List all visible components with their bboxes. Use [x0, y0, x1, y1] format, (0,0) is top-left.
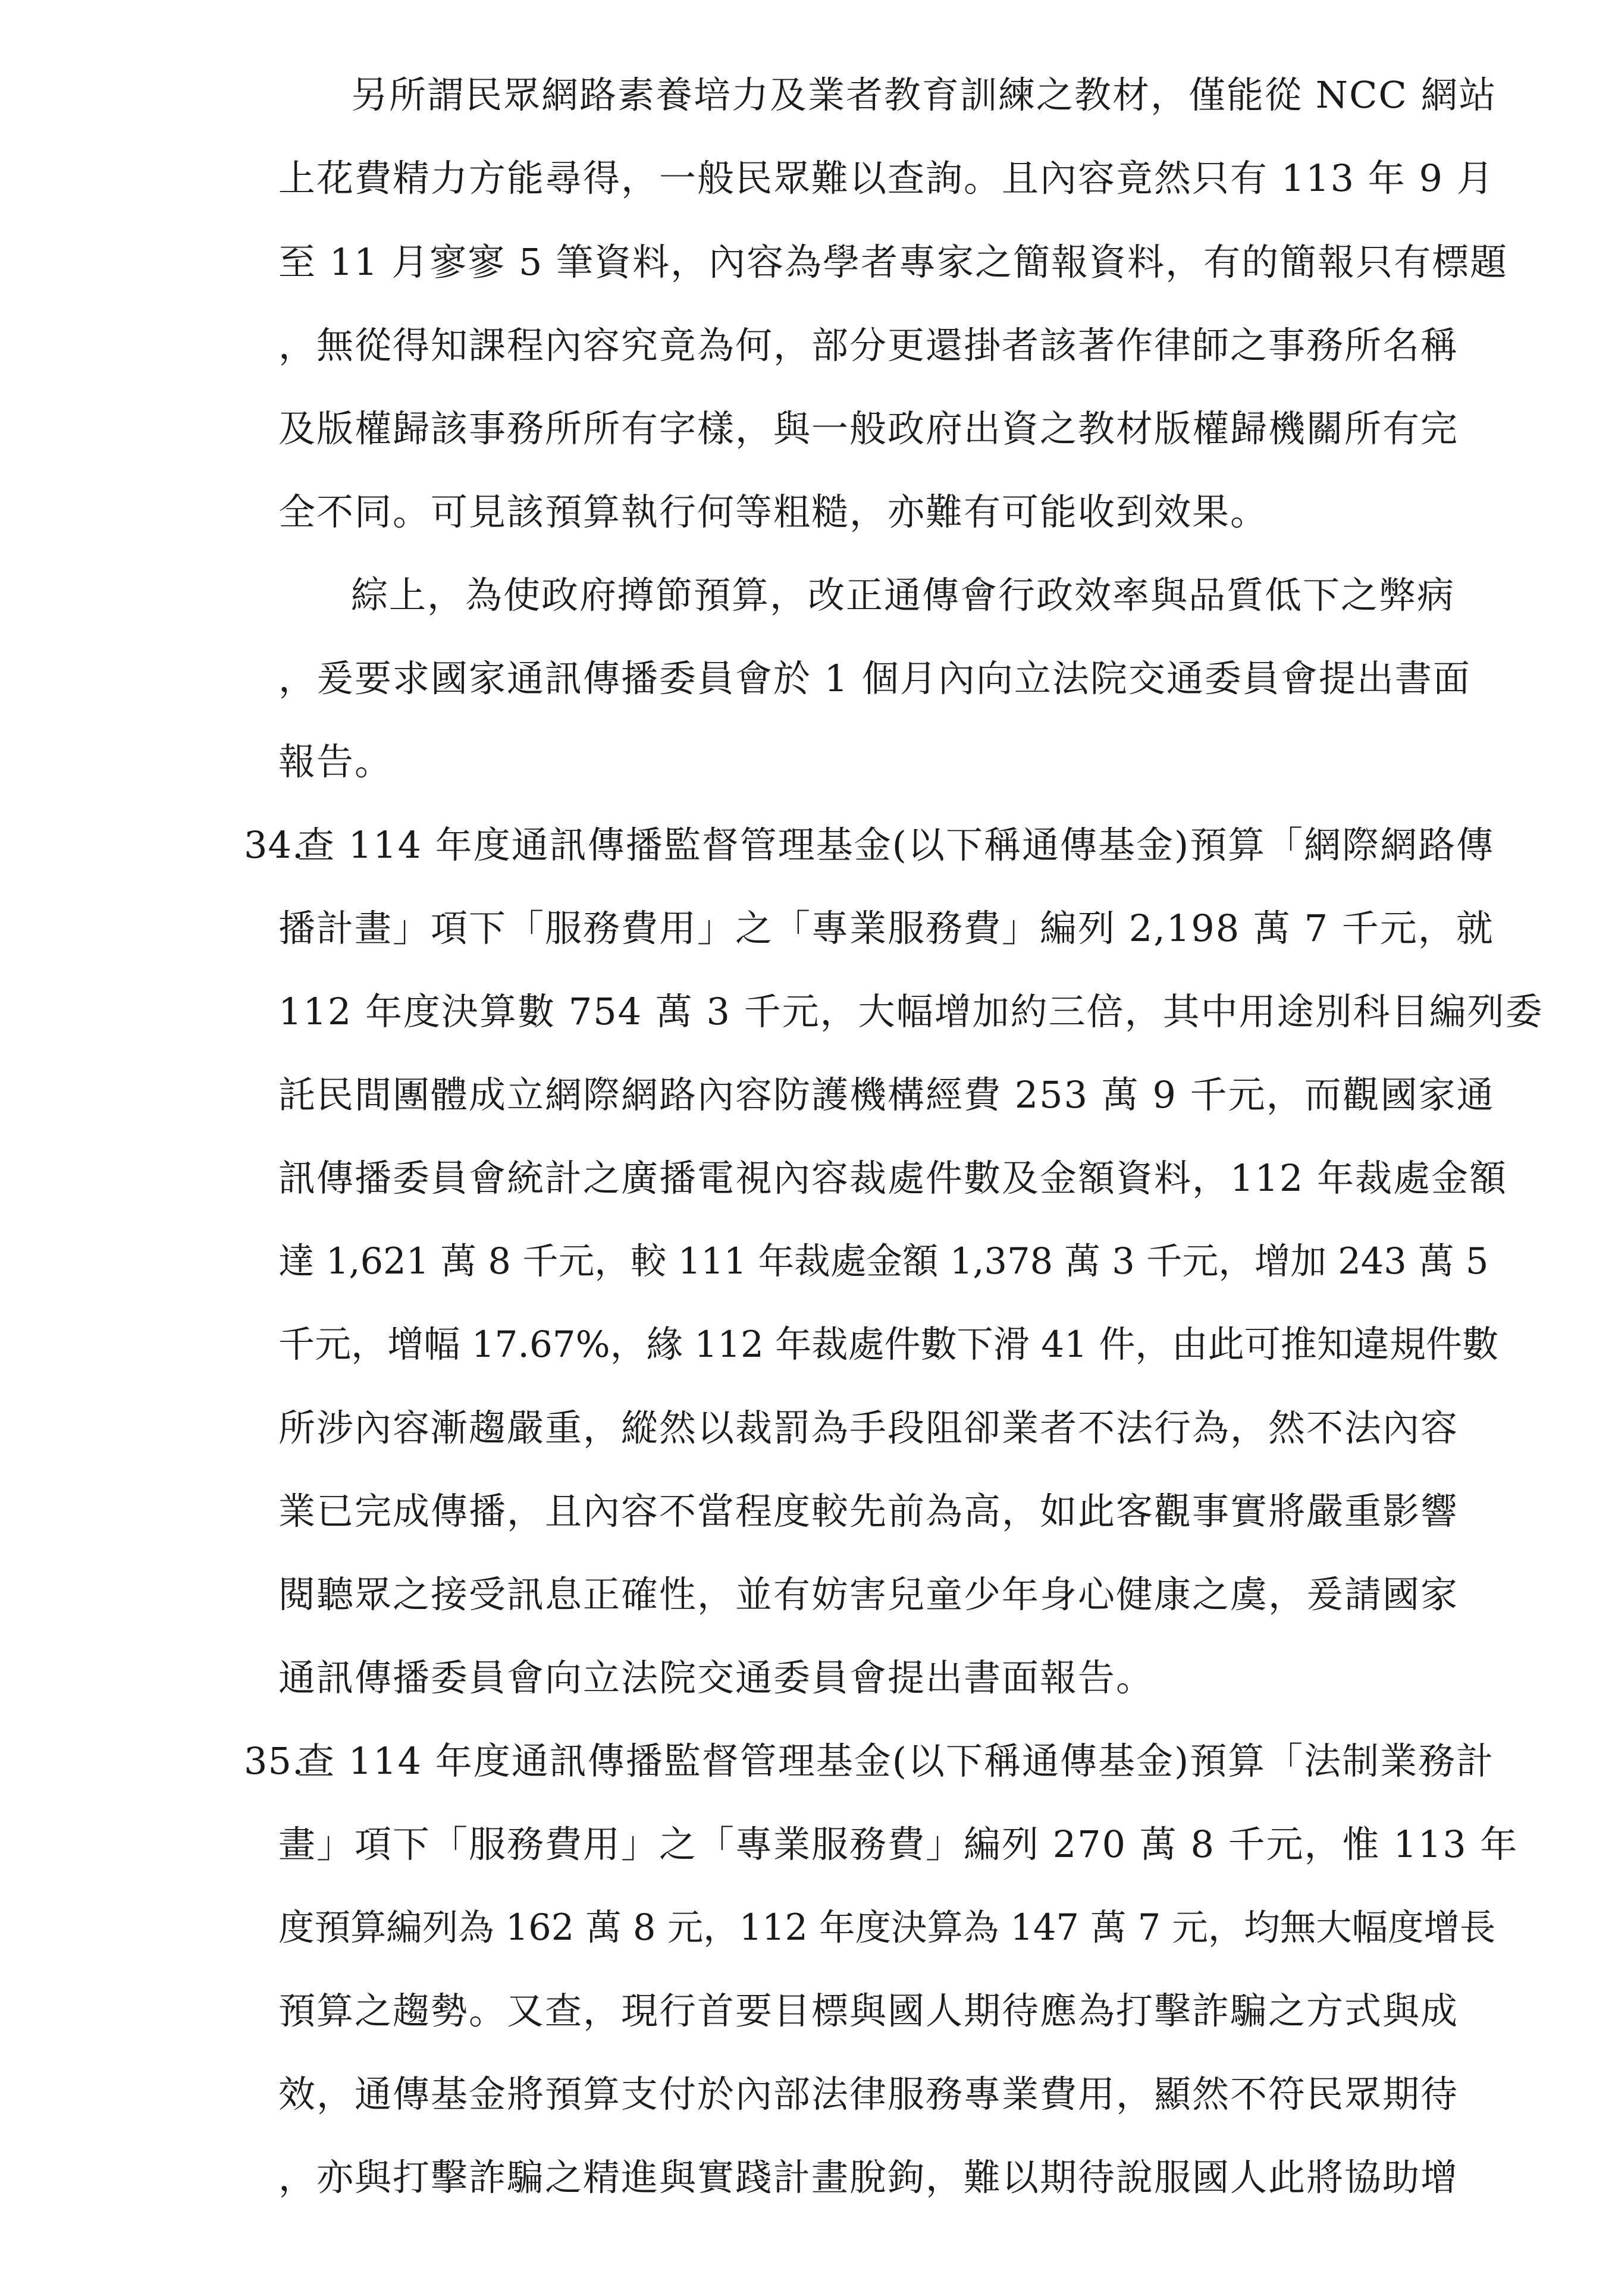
item-34-line-10: 閱聽眾之接受訊息正確性，並有妨害兒童少年身心健康之虞，爰請國家 — [278, 1573, 1459, 1616]
item-35-line-5: 效，通傳基金將預算支付於內部法律服務專業費用，顯然不符民眾期待 — [278, 2072, 1459, 2116]
item-34-line-1: 查 114 年度通訊傳播監督管理基金(以下稱通傳基金)預算「網際網路傳 — [297, 823, 1495, 867]
paragraph-1-line-2: 上花費精力方能尋得，一般民眾難以查詢。且內容竟然只有 113 年 9 月 — [278, 156, 1495, 200]
item-34-line-6: 達 1,621 萬 8 千元，較 111 年裁處金額 1,378 萬 3 千元，增加 243 萬 5 — [278, 1241, 1489, 1282]
item-35-line-4: 預算之趨勢。又查，現行首要目標與國人期待應為打擊詐騙之方式與成 — [278, 1989, 1459, 2032]
paragraph-2-line-2: ，爰要求國家通訊傳播委員會於 1 個月內向立法院交通委員會提出書面 — [278, 657, 1471, 700]
paragraph-1-line-6: 全不同。可見該預算執行何等粗糙，亦難有可能收到效果。 — [278, 490, 1269, 534]
item-34-line-11: 通訊傳播委員會向立法院交通委員會提出書面報告。 — [278, 1656, 1155, 1699]
item-34-line-5: 訊傳播委員會統計之廣播電視內容裁處件數及金額資料，112 年裁處金額 — [278, 1156, 1508, 1200]
item-34-line-3: 112 年度決算數 754 萬 3 千元，大幅增加約三倍，其中用途別科目編列委 — [278, 990, 1544, 1033]
item-34-number: 34. — [244, 823, 305, 867]
paragraph-2-line-3: 報告。 — [278, 740, 393, 783]
item-34-line-8: 所涉內容漸趨嚴重，縱然以裁罰為手段阻卻業者不法行為，然不法內容 — [278, 1406, 1459, 1450]
item-34-line-7: 千元，增幅 17.67%，緣 112 年裁處件數下滑 41 件，由此可推知違規件數 — [278, 1323, 1499, 1366]
item-34-line-9: 業已完成傳播，且內容不當程度較先前為高，如此客觀事實將嚴重影響 — [278, 1489, 1459, 1533]
item-35-line-3: 度預算編列為 162 萬 8 元，112 年度決算為 147 萬 7 元，均無大幅度增長 — [278, 1907, 1496, 1949]
paragraph-1-line-3: 至 11 月寥寥 5 筆資料，內容為學者專家之簡報資料，有的簡報只有標題 — [278, 240, 1508, 284]
paragraph-1-line-1: 另所謂民眾網路素養培力及業者教育訓練之教材，僅能從 NCC 網站 — [351, 73, 1497, 117]
item-35-line-2: 畫」項下「服務費用」之「專業服務費」編列 270 萬 8 千元，惟 113 年 — [278, 1823, 1519, 1866]
item-35-line-6: ，亦與打擊詐騙之精進與實踐計畫脫鉤，難以期待說服國人此將協助增 — [278, 2156, 1459, 2199]
item-34-line-4: 託民間團體成立網際網路內容防護機構經費 253 萬 9 千元，而觀國家通 — [278, 1073, 1495, 1116]
item-35-line-1: 查 114 年度通訊傳播監督管理基金(以下稱通傳基金)預算「法制業務計 — [297, 1739, 1495, 1783]
item-34-line-2: 播計畫」項下「服務費用」之「專業服務費」編列 2,198 萬 7 千元，就 — [278, 907, 1494, 950]
item-35-number: 35. — [244, 1739, 305, 1783]
paragraph-1-line-4: ，無從得知課程內容究竟為何，部分更還掛者該著作律師之事務所名稱 — [278, 324, 1459, 367]
paragraph-2-line-1: 綜上，為使政府撙節預算，改正通傳會行政效率與品質低下之弊病 — [351, 573, 1456, 617]
paragraph-1-line-5: 及版權歸該事務所所有字樣，與一般政府出資之教材版權歸機關所有完 — [278, 407, 1459, 450]
